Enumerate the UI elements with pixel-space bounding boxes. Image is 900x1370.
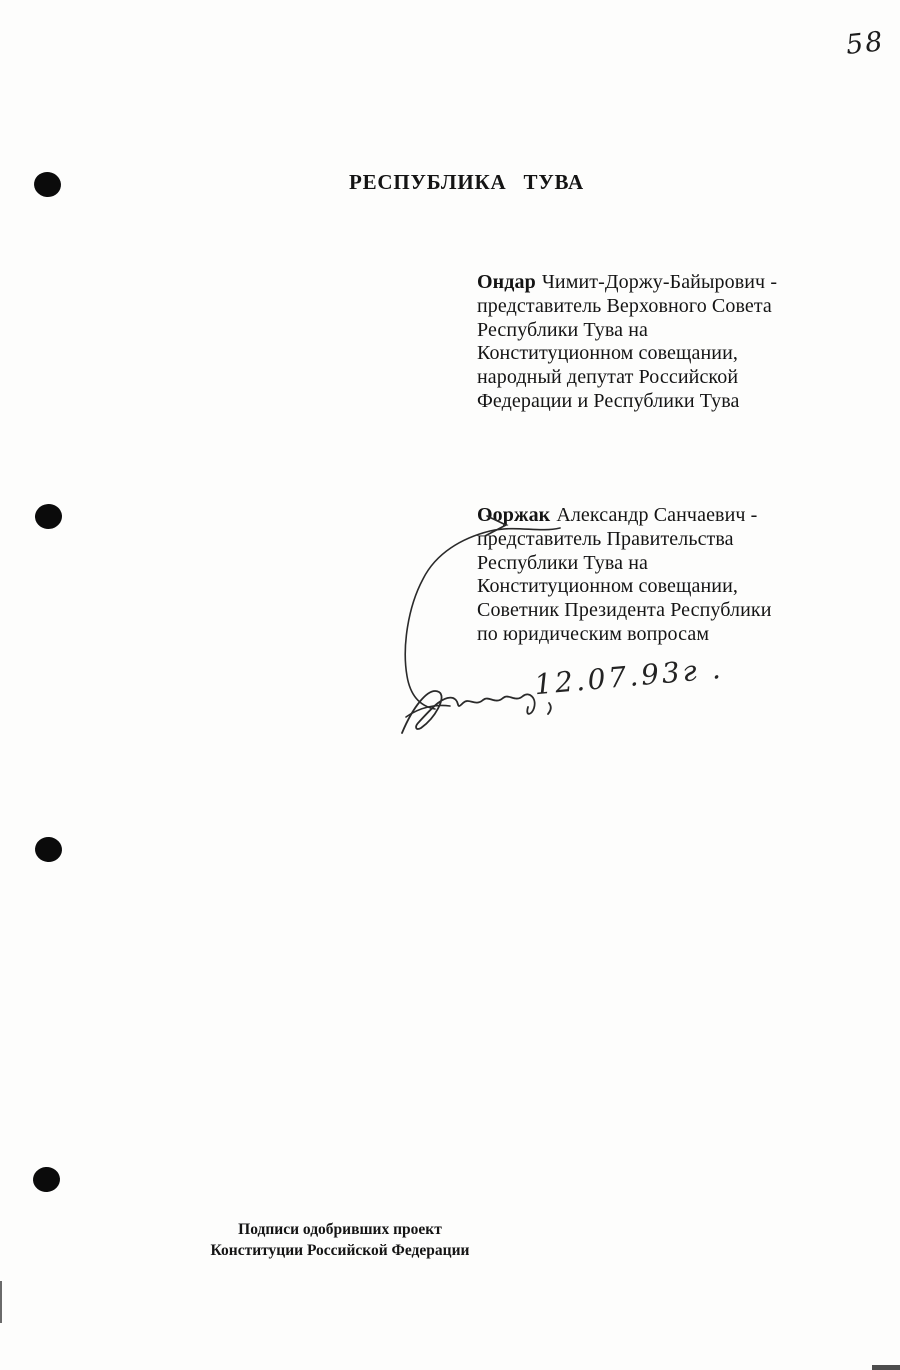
document-title: РЕСПУБЛИКА ТУВА [349, 170, 584, 194]
footer-line-2: Конституции Российской Федерации [210, 1242, 470, 1259]
delegate-entry-ondar [477, 271, 837, 414]
footer-line-1: Подписи одобривших проект [238, 1221, 442, 1238]
punch-hole-dot [34, 503, 63, 531]
delegate-line: представитель Правительства [477, 527, 734, 550]
handwritten-date: 12.07.93г . [532, 651, 725, 702]
delegate-line: Федерации и Республики Тува [477, 389, 740, 412]
delegate-line: Конституционном совещании, [477, 342, 738, 365]
signature-scribble [402, 691, 535, 733]
delegate-line: представитель Верховного Совета [477, 294, 772, 317]
scan-artifact-bar [872, 1365, 900, 1370]
delegate-surname: Ооржак [477, 504, 551, 526]
delegate-line: Конституционном совещании, [477, 575, 738, 598]
delegate-patronymic: Александр Санчаевич - [556, 504, 758, 526]
flourish-arrowhead [485, 516, 506, 536]
delegate-line: Республики Тува на [477, 551, 648, 574]
delegate-first-line [477, 271, 837, 295]
handwritten-signature-flourish [390, 495, 690, 740]
punch-hole-dot [34, 836, 63, 863]
punch-hole-dot [32, 1166, 61, 1193]
footer-caption [165, 1219, 515, 1261]
delegate-patronymic: Чимит-Доржу-Байырович - [541, 271, 778, 293]
delegate-line: народный депутат Российской [477, 366, 739, 389]
delegate-surname: Ондар [477, 271, 536, 293]
scan-artifact-edge [0, 1281, 2, 1323]
delegate-line: Советник Президента Республики [477, 599, 772, 622]
punch-hole-dot [32, 170, 62, 199]
signature-comma [548, 703, 551, 714]
delegate-line: Республики Тува на [477, 318, 648, 341]
delegate-line: по юридическим вопросам [477, 622, 710, 645]
handwritten-page-number: 58 [844, 26, 886, 61]
